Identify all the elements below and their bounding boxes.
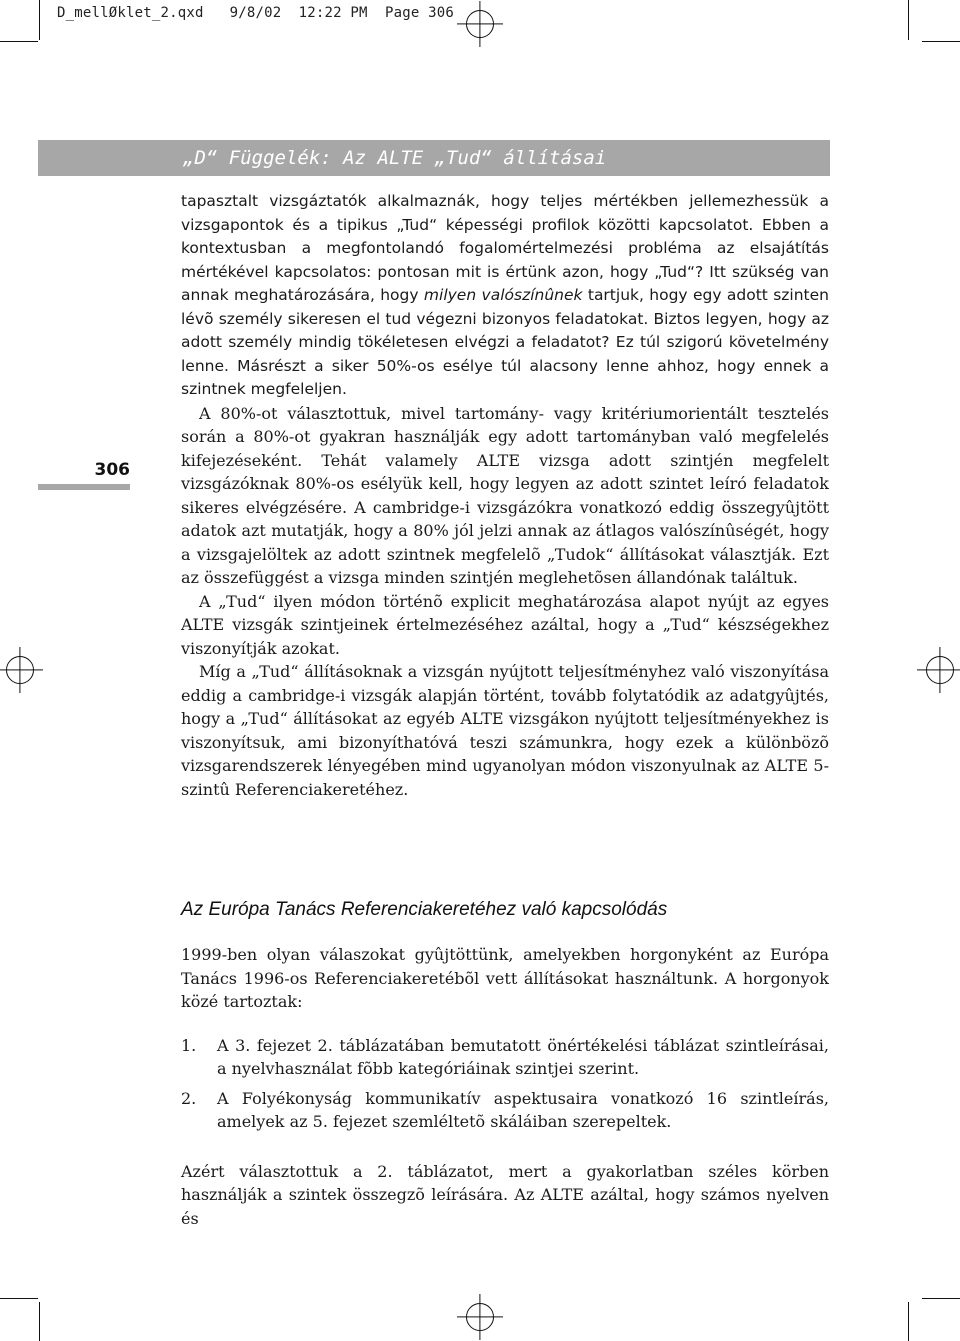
registration-mark-right: [926, 656, 954, 684]
list-item-text: A Folyékonyság kommunikatív aspektusaira vonatkozó 16 szintleírás, amelyek az 5. fejezet szemléltetõ skáláiban szerepeltek.: [217, 1088, 829, 1131]
crop-mark-top-left-h: [0, 41, 38, 42]
registration-mark-bottom: [466, 1303, 494, 1331]
section-heading: Az Európa Tanács Referenciakeretéhez való kapcsolódás: [181, 899, 668, 920]
paragraph-1b-before: Itt szükség van annak meghatározására, hogy: [181, 262, 829, 304]
slug-file: D_mellØklet_2.qxd: [57, 5, 204, 21]
page-number-bar: [38, 484, 130, 490]
section-paragraph-2: Azért választottuk a 2. táblázatot, mert a gyakorlatban széles körben használják a szintek összegzõ leírására. Az ALTE azáltal, hogy számos nyelven és: [181, 1161, 829, 1228]
anchor-list: [181, 1034, 829, 1134]
crop-mark-top-left-v: [39, 0, 40, 40]
list-item-number: 2.: [181, 1088, 197, 1108]
paragraph-3: A „Tud“ ilyen módon történõ explicit meghatározása alapot nyújt az egyes ALTE vizsgák szintjeinek értelmezéséhez azáltal, hogy a „Tud“ készségekhez viszonyítják azokat.: [181, 591, 829, 658]
section-paragraph-1: 1999-ben olyan válaszokat gyûjtöttünk, amelyekben horgonyként az Európa Tanács 1996-os Referenciakeretébõl vett állításokat használtunk. A horgonyok közé tartoztak:: [181, 945, 829, 1011]
registration-mark-left: [6, 656, 34, 684]
registration-mark-top: [466, 10, 494, 38]
slug-time: 12:22 PM: [298, 5, 368, 21]
running-header-title: „D“ Függelék: Az ALTE „Tud“ állításai: [183, 147, 607, 169]
crop-mark-bottom-right-h: [922, 1298, 960, 1299]
slug-page: Page 306: [384, 5, 454, 21]
crop-mark-bottom-right-v: [908, 1302, 909, 1341]
crop-mark-top-right-h: [922, 41, 960, 42]
list-item: [181, 1034, 829, 1081]
paragraph-1-text: tapasztalt vizsgáztatók alkalmaznák, hogy teljes mértékben jellemezhessük a vizsgapontok és a tipikus „Tud“ képességi profilok közötti kapcsolatot. Ebben a kontextusban a megfontolandó fogalomértelmezési probléma az elsajátítás mértékével kapcsolatos: pontosan mit is értünk azon, hogy „Tud“?: [181, 192, 829, 281]
paragraph-4: Míg a „Tud“ állításoknak a vizsgán nyújtott teljesítményhez való viszonyítása eddig a cambridge-i vizsgák alapján történt, tovább folytatódik az adatgyûjtés, hogy a „Tud“ állításokat az egyéb ALTE vizsgákon nyújtott teljesítményekhez is viszonyítsuk, ami bizonyíthatóvá teszi számunkra, hogy ezek a különbözõ vizsgarendszerek lényegében mind ugyanolyan módon viszonyulnak az ALTE 5-szintû Referenciakeretéhez.: [181, 662, 829, 799]
slug-date: 9/8/02: [229, 5, 282, 21]
crop-mark-bottom-left-h: [0, 1298, 38, 1299]
list-item-number: 1.: [181, 1035, 197, 1055]
paragraph-1: [181, 190, 829, 402]
print-slug: [57, 5, 454, 21]
page-number: 306: [94, 460, 130, 480]
crop-mark-top-right-v: [908, 0, 909, 40]
body-text: [181, 190, 829, 801]
paragraph-2: A 80%-ot választottuk, mivel tartomány- vagy kritériumorientált tesztelés során a 80%-ot gyakran használják egy adott tartományban való megfelelés kifejezéseként. Tehát valamely ALTE vizsga adott szintjén megfelelt vizsgázóknak 80%-os esélyük kell, hogy legyen az adott szintet leíró feladatok sikeres elvégzésére. A cambridge-i vizsgázókra vonatkozó eddig összegyûjtött adatok azt mutatják, hogy a 80% jól jelzi annak az átlagos valószínûségét, hogy a vizsgajelöltek az adott szintnek megfelelõ „Tudok“ állításokat választják. Ezt az összefüggést a vizsga minden szintjén meglehetõsen állandónak találtuk.: [181, 403, 829, 587]
paragraph-1b-after: tartjuk, hogy egy adott szinten lévõ személy sikeresen el tud végezni bizonyos feladatokat. Biztos legyen, hogy az adott személy mindig tökéletesen elvégzi a feladatot? Ez túl szigorú követelmény lenne. Másrészt a siker 50%-os esélye túl alacsony lenne ahhoz, hogy ennek a szintnek megfeleljen.: [181, 286, 829, 398]
list-item: [181, 1087, 829, 1134]
paragraph-1b-emphasis: milyen valószínûnek: [423, 286, 583, 304]
section-body: [181, 943, 829, 1230]
list-item-text: A 3. fejezet 2. táblázatában bemutatott önértékelési táblázat szintleírásai, a nyelvhasználat fõbb kategóriáinak szintjei szerint.: [217, 1035, 829, 1078]
crop-mark-bottom-left-v: [39, 1302, 40, 1341]
